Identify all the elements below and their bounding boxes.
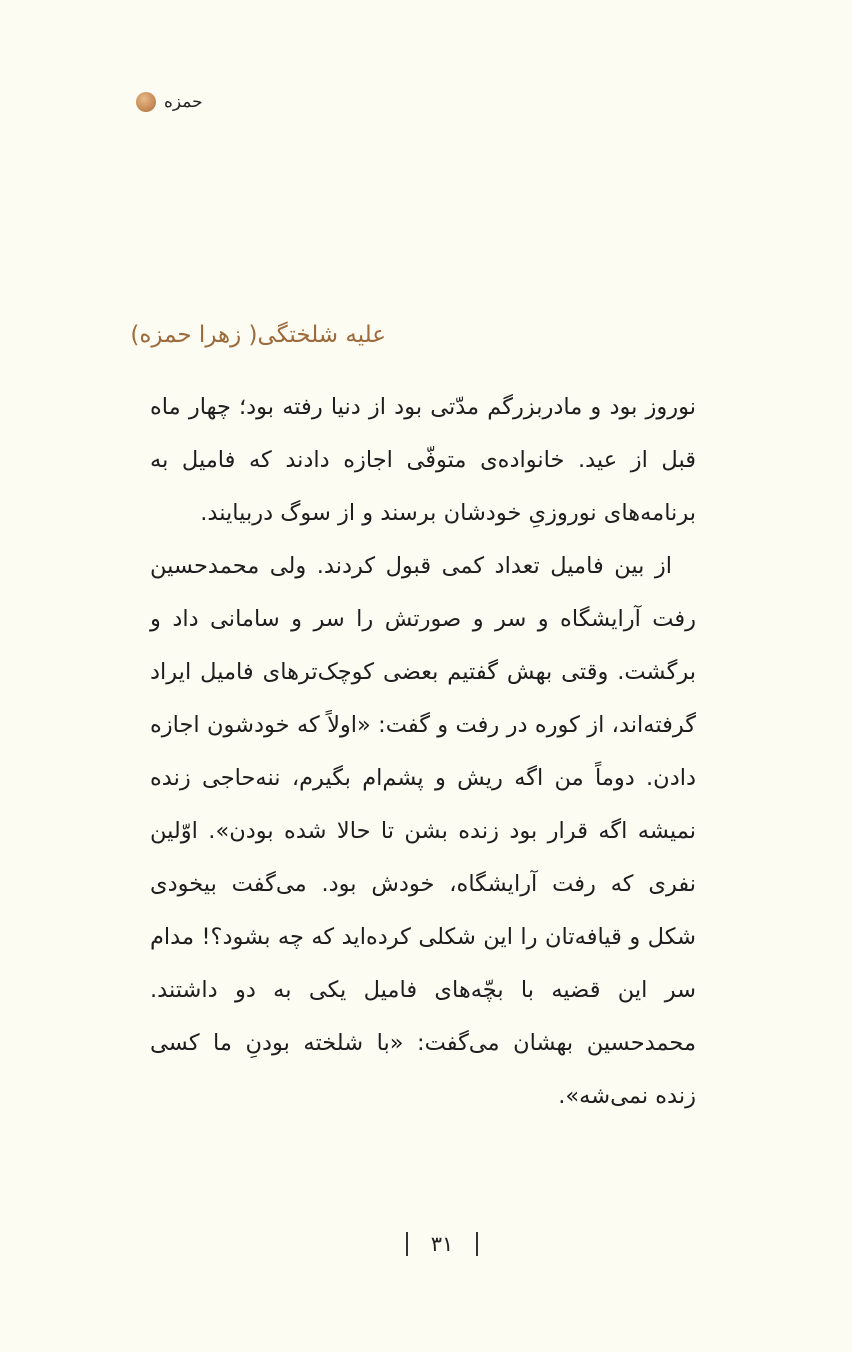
running-header (136, 92, 203, 112)
paragraph: نوروز بود و مادربزرگم مدّتی بود از دنیا رفته بود؛ چهار ماه قبل از عید. خانواده‌ی متوفّی اجازه دادند که فامیل به برنامه‌های نوروزیِ خودشان برسند و از سوگ دربیایند. (150, 394, 696, 526)
section-title: علیه شلختگی( زهرا حمزه) (130, 322, 386, 348)
divider-bar (476, 1232, 478, 1256)
ornament-dot-icon (136, 92, 156, 112)
body-text (150, 381, 696, 1123)
divider-bar (406, 1232, 408, 1256)
running-title: حمزه (164, 92, 203, 112)
paragraph: از بین فامیل تعداد کمی قبول کردند. ولی محمدحسین رفت آرایشگاه و سر و صورتش را سر و سامانی داد و برگشت. وقتی بهش گفتیم بعضی کوچک‌ترهای فامیل ایراد گرفته‌اند، از کوره در رفت و گفت: «اولاً که خودشون اجازه دادن. دوماً من اگه ریش و پشم‌ام بگیرم، ننه‌حاجی زنده نمیشه اگه قرار بود زنده بشن تا حالا شده بودن». اوّلین نفری که رفت آرایشگاه، خودش بود. می‌گفت بیخودی شکل و قیافه‌تان را این شکلی کرده‌اید که چه بشود؟! مدام سر این قضیه با بچّه‌های فامیل یکی به دو داشتند. محمدحسین بهشان می‌گفت: «با شلخته بودنِ ما کسی زنده نمی‌شه». (150, 553, 696, 1109)
page-number: ۳۱ (430, 1232, 454, 1256)
page-number-footer (406, 1232, 478, 1256)
